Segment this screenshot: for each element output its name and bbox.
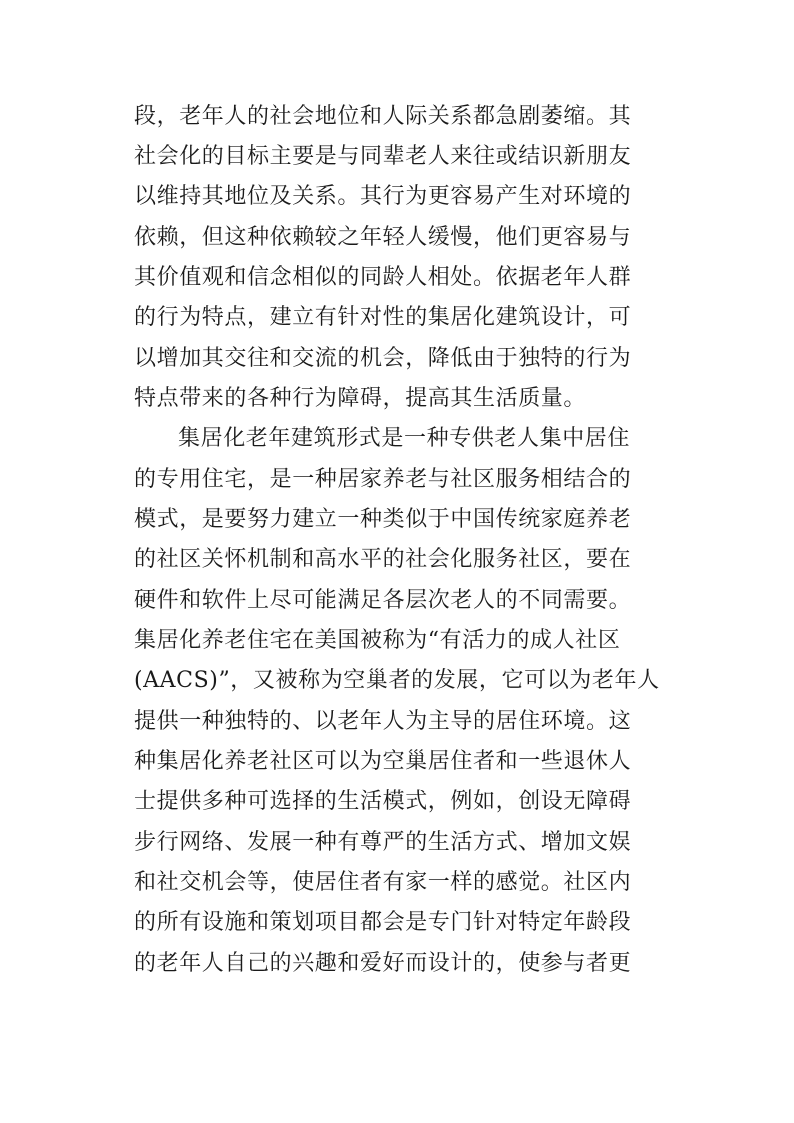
paragraph-2-line-10: 士提供多种可选择的生活模式，例如，创设无障碍 [134,789,632,814]
paragraph-1-line-1: 段，老年人的社会地位和人际关系都急剧萎缩。其 [134,104,632,129]
paragraph-2-line-7: (AACS)”，又被称为空巢者的发展，它可以为老年人 [134,668,660,693]
paragraph-1-line-5: 其价值观和信念相似的同龄人相处。依据老年人群 [134,265,632,290]
paragraph-2-line-5: 硬件和软件上尽可能满足各层次老人的不同需要。 [134,588,632,613]
paragraph-2-line-11: 步行网络、发展一种有尊严的生活方式、增加文娱 [134,830,632,855]
paragraph-1-line-4: 依赖，但这种依赖较之年轻人缓慢，他们更容易与 [134,225,632,250]
paragraph-2-line-6: 集居化养老住宅在美国被称为“有活力的成人社区 [134,628,621,653]
paragraph-2-line-2: 的专用住宅，是一种居家养老与社区服务相结合的 [134,467,632,492]
paragraph-1-line-7: 以增加其交往和交流的机会，降低由于独特的行为 [134,346,632,371]
paragraph-2-line-1: 集居化老年建筑形式是一种专供老人集中居住 [178,426,631,451]
paragraph-2-line-3: 模式，是要努力建立一种类似于中国传统家庭养老 [134,507,632,532]
paragraph-2-line-13: 的所有设施和策划项目都会是专门针对特定年龄段 [134,910,632,935]
paragraph-1-line-2: 社会化的目标主要是与同辈老人来往或结识新朋友 [134,144,632,169]
paragraph-2-line-9: 种集居化养老社区可以为空巢居住者和一些退休人 [134,749,632,774]
paragraph-2-line-8: 提供一种独特的、以老年人为主导的居住环境。这 [134,709,632,734]
paragraph-1-line-3: 以维持其地位及关系。其行为更容易产生对环境的 [134,184,632,209]
paragraph-1-line-8: 特点带来的各种行为障碍，提高其生活质量。 [134,386,587,411]
paragraph-2-line-14: 的老年人自己的兴趣和爱好而设计的，使参与者更 [134,951,632,976]
paragraph-1-line-6: 的行为特点，建立有针对性的集居化建筑设计，可 [134,305,632,330]
paragraph-2-line-4: 的社区关怀机制和高水平的社会化服务社区，要在 [134,547,632,572]
paragraph-2-line-12: 和社交机会等，使居住者有家一样的感觉。社区内 [134,870,632,895]
